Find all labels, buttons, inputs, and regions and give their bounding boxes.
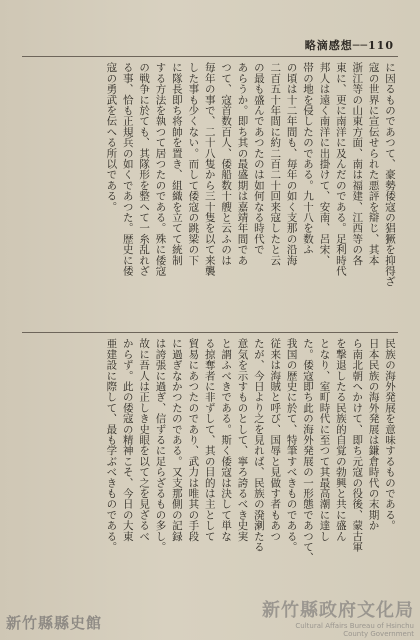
text-column: した事も少くない。而して倭寇の跳梁の下 (187, 62, 200, 266)
seal-english-line-2: County Government (343, 630, 414, 638)
text-column: 亜建設に際して、最も学ぶべきものである。 (105, 338, 118, 552)
text-column: 寇の勇武を伝へる所以である。 (105, 62, 118, 212)
text-tier-lower (24, 338, 396, 608)
text-column: た。倭寇即ち此の海外発展の一形態であつて、 (302, 338, 315, 563)
text-column: る事、恰も正規兵の如くであつた。歴史に倭 (121, 62, 134, 276)
text-column: に過ぎなかつたのである。又支那側の記録 (170, 338, 183, 542)
text-column: る掠奪者に非ずして、其の目的は主として (203, 338, 216, 542)
text-column: あらうか。即ち其の最盛期は嘉靖年間であ (236, 62, 249, 266)
text-tier-upper (24, 62, 396, 326)
text-column: 意気を示すものとして、寧ろ誇るべき史実 (236, 338, 249, 542)
text-column: 浙江等の山東方面、南は福建、江西等の各 (351, 62, 364, 266)
text-column: の最も盛んであつたのは如何なる時代で (252, 62, 265, 255)
text-column: の戦争に於ても、其隊形を整へて一糸乱れざ (138, 62, 151, 276)
running-head: 略滴感想──110 (304, 39, 394, 52)
text-column: 故に吾人は正しき史眼を以て之を見ざるべ (138, 338, 151, 542)
text-column: を撃退したる民族的自覚の勃興と共に盛ん (334, 338, 347, 542)
text-column: 二百五十年間に約二百二十回来寇したと云 (269, 62, 282, 266)
text-column: ら南北朝へかけて、即ち元寇の役後、蒙古軍 (351, 338, 364, 552)
text-column: に隊長即ち将帥を置き、組織を立てて統制 (170, 62, 183, 266)
text-column: 我国の歴史に於て、特筆すべきものである。 (285, 338, 298, 552)
text-column: となり、室町時代に至つて其最高潮に達し (318, 338, 331, 542)
text-column: 民族の海外発展を意味するものである。 (384, 338, 396, 531)
text-column: 毎年の事で、二十八隻から三十隻を以て来襲 (203, 62, 216, 276)
text-column: に因るものであつて、豪勢倭寇の猖獗を抑得ざ (384, 62, 396, 287)
text-column: たが、今日より之を見れば、民族の溌溂たる (252, 338, 265, 552)
text-column: 帯の地を侵したのである。九十八を数ふ (302, 62, 315, 255)
text-column: 寇の世界に宣伝せられた悪評を辯じ、其本 (367, 62, 380, 266)
archive-seal-left: 新竹縣縣史館 (6, 614, 103, 632)
text-column: からず。此の倭寇の精神こそ、今日の大東 (121, 338, 134, 542)
text-column: 邦人は遠く南洋に出掛けて、安南、呂宋、 (318, 62, 331, 266)
top-rule (22, 56, 398, 57)
text-column: の頃は十二年間も、毎年の如く支那の沿海 (285, 62, 298, 266)
text-column: 従来は海賊と呼び、国辱と見做す者もあつ (269, 338, 282, 542)
text-column: 貿易にあつたのであり、武力は唯其の手段 (187, 338, 200, 542)
text-column: 日本民族の海外発展は鎌倉時代の末期か (367, 338, 380, 531)
text-column: は誇張に過ぎ、信ずるに足らざるもの多し。 (154, 338, 167, 552)
seal-english-line-1: Cultural Affairs Bureau of Hsinchu (295, 622, 414, 630)
tier-divider (22, 332, 398, 333)
text-column: と謂ふべきである。斯く倭寇は決して単な (220, 338, 233, 542)
seal-chinese-text: 新竹縣政府文化局 (262, 600, 414, 621)
text-column: する方法を執つて居つたのである。殊に倭寇 (154, 62, 167, 276)
archive-seal-right (262, 596, 414, 638)
text-column: つて、寇首数百人、倭船数十艘と云ふのは (220, 62, 233, 266)
text-column: 東に、更に南洋に及んだのである。足利時代 (334, 62, 347, 276)
